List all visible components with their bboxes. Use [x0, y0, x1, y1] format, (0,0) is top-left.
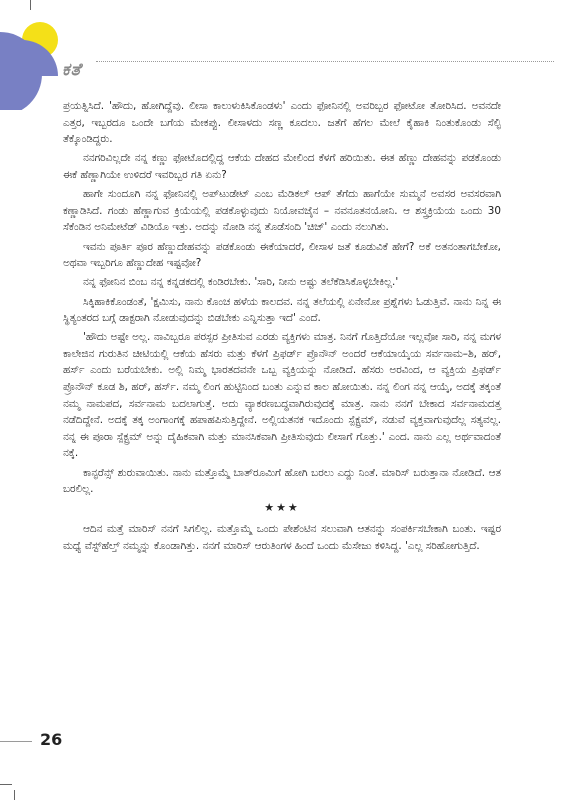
article-body	[63, 98, 501, 557]
page-number: 26	[40, 730, 63, 749]
crop-mark-top	[30, 0, 31, 10]
paragraph: ಪ್ರಯತ್ನಿಸಿದೆ. 'ಹೌದು, ಹೋಗಿದ್ದೆವು. ಲೀಸಾ ಕಾಲುಳುಕಿಸಿಕೊಂಡಳು' ಎಂದು ಫೋನಿನಲ್ಲಿ ಅವರಿಬ್ಬರ ಫೋಟೋ ತೋರಿಸಿದ. ಅವನದೇ ಎತ್ತರ, ಇಬ್ಬರದೂ ಒಂದೇ ಬಗೆಯ ಮೇಕಪ್ಪು. ಲೀಸಾಳದು ಸಣ್ಣ ಕೂದಲು. ಜತೆಗೆ ಹೆಗಲ ಮೇಲೆ ಕೈಹಾಕಿ ನಿಂತುಕೊಂಡು ಸೆಲ್ಫಿ ತೆಕ್ಕೊಂಡಿದ್ದರು.	[63, 100, 501, 146]
paragraph: ನನ್ನ ಫೋನಿನ ಬಿಂಬ ನನ್ನ ಕನ್ನಡಕದಲ್ಲಿ ಕಂಡಿರಬೇಕು. 'ಸಾರಿ, ನೀನು ಅಷ್ಟು ತಲೆಕೆಡಿಸಿಕೊಳ್ಳಬೇಕಿಲ್ಲ.'	[83, 276, 399, 289]
section-divider: ★★★	[264, 501, 300, 515]
crop-mark-bottom	[14, 790, 15, 800]
section-label: ಕತೆ	[62, 60, 82, 80]
paragraph: ಕಾನ್ಫರೆನ್ಸ್ ಶುರುವಾಯಿತು. ನಾನು ಮತ್ತೊಮ್ಮೆ ಬಾತ್‌ರೂಮಿಗೆ ಹೋಗಿ ಬರಲು ಎದ್ದು ನಿಂತೆ. ಮಾರಿಸ್ ಬರುತ್ತಾನಾ ನೋಡಿದೆ. ಆತ ಬರಲಿಲ್ಲ.	[63, 466, 501, 496]
paragraph: ಸಿಕ್ಕಿಹಾಕಿಕೊಂಡಂತೆ, 'ಕ್ಷಮಿಸು, ನಾನು ಕೊಂಚ ಹಳೆಯ ಕಾಲದವ. ನನ್ನ ತಲೆಯಲ್ಲಿ ಏನೇನೋ ಪ್ರಶ್ನೆಗಳು ಓಡುತ್ತಿವೆ. ನಾನು ನಿನ್ನ ಈ ಸ್ಥಿತ್ಯಂತರದ ಬಗ್ಗೆ ಡಾಕ್ಟರಾಗಿ ನೋಡುವುದನ್ನು ಬಿಡಬೇಕು ಎನ್ನಿಸುತ್ತಾ ಇದೆ' ಎಂದೆ.	[63, 295, 501, 325]
paragraph: ಇವನು ಪೂರ್ತಿ ಪೂರ ಹೆಣ್ಣುದೇಹವನ್ನು ಪಡಕೊಂಡು ಈಕೆಯಾದರೆ, ಲೀಸಾಳ ಜತೆ ಕೂಡುವಿಕೆ ಹೇಗೆ? ಅಕೆ ಅತನಂತಾಗಬೇಕೋ, ಅಥವಾ ಇಬ್ಬರಿಗೂ ಹೆಣ್ಣುದೇಹ ಇಷ್ಟವೋ?	[63, 240, 501, 270]
paragraph: ಹಾಗೇ ಸುಂದೂಗಿ ನನ್ನ ಫೋನಿನಲ್ಲಿ ಅಪ್‌ಟುಡೇಟ್ ಎಂಬ ಮೆಡಿಕಲ್ ಆಪ್ ತೆಗೆದು ಹಾಗೆಯೇ ಸುಮ್ಮನೆ ಅವಸರ ಅವಸರವಾಗಿ ಕಣ್ಣಾಡಿಸಿದೆ. ಗಂಡು ಹೆಣ್ಣಾಗುವ ಕ್ರಿಯೆಯಲ್ಲಿ ಪಡಕೊಳ್ಳುವುದು ನಿಯೋವಜೈನ – ನವನೂತನಯೋನಿ. ಆ ಶಸ್ತ್ರಕ್ರಿಯೆಯ ಒಂದು 30 ಸೆಕೆಂಡಿನ ಅನಿಮೇಟೆಡ್ ವಿಡಿಯೊ ಇತ್ತು. ಅದನ್ನು ನೋಡಿ ನನ್ನ ತೊಡೆಸಂದಿ 'ಚಿಜ್' ಎಂದು ನಲುಗಿತು.	[63, 188, 501, 234]
paragraph: ನನಗರಿವಿಲ್ಲದೇ ನನ್ನ ಕಣ್ಣು ಫೋಟೊದಲ್ಲಿದ್ದ ಆಕೆಯ ದೇಹದ ಮೇಲಿಂದ ಕೆಳಗೆ ಹರಿಯಿತು. ಈತ ಹೆಣ್ಣು ದೇಹವನ್ನು ಪಡಕೊಂಡು ಈಕೆ ಹೆಣ್ಣಾಗಿಯೇ ಉಳಿದರೆ ಇವರಿಬ್ಬರ ಗತಿ ಏನು?	[63, 152, 501, 181]
page-number-rule	[0, 741, 32, 742]
paragraph: ಆದಿನ ಮತ್ತೆ ಮಾರಿಸ್ ನನಗೆ ಸಿಗಲಿಲ್ಲ. ಮತ್ತೊಮ್ಮೆ ಒಂದು ಪೇಶೆಂಟಿನ ಸಲುವಾಗಿ ಆತನನ್ನು ಸಂಪರ್ಕಿಸಬೇಕಾಗಿ ಬಂತು. ಇಷ್ಟರ ಮಧ್ಯೆ ವೆಸ್ಟ್‌ಹೆಲ್ತ್ ನಮ್ಮನ್ನು ಕೊಂಡಾಗಿತ್ತು. ನನಗೆ ಮಾರಿಸ್ ಆರುತಿಂಗಳ ಹಿಂದೆ ಒಂದು ಮೆಸೇಜು ಕಳಿಸಿದ್ದ. 'ಎಲ್ಲ ಸರಿಹೋಗುತ್ತಿದೆ.	[63, 523, 501, 552]
corner-decoration	[0, 0, 70, 110]
paragraph: 'ಹೌದು ಅಷ್ಟೇ ಅಲ್ಲ. ನಾವಿಬ್ಬರೂ ಪರಸ್ಪರ ಪ್ರೀತಿಸುವ ಎರಡು ವ್ಯಕ್ತಿಗಳು ಮಾತ್ರ. ನಿನಗೆ ಗೊತ್ತಿದೆಯೋ ಇಲ್ಲವೋ ಸಾರಿ, ನನ್ನ ಮಗಳ ಕಾಲೇಜಿನ ಗುರುತಿನ ಚೀಟಿಯಲ್ಲಿ ಆಕೆಯ ಹೆಸರು ಮತ್ತು ಕೆಳಗೆ ಪ್ರಿಫರ್ಡ್ ಪ್ರೊನೌನ್ ಅಂದರೆ ಆಕೆಯಾಯ್ಕೆಯ ಸರ್ವನಾಮ–ಶಿ, ಹರ್, ಹರ್ಸ್ ಎಂದು ಬರೆಯಬೇಕು. ಅಲ್ಲಿ ನಿಮ್ಮ ಭಾರತದವನೇ ಒಬ್ಬ ವ್ಯಕ್ತಿಯನ್ನು ನೋಡಿದೆ. ಹೆಸರು ಅರವಿಂದ, ಆ ವ್ಯಕ್ತಿಯ ಪ್ರಿಫರ್ಡ್ ಪ್ರೊನೌನ್ ಕೂಡ ಶಿ, ಹರ್, ಹರ್ಸ್. ನಮ್ಮ ಲಿಂಗ ಹುಟ್ಟಿನಿಂದ ಬಂತು ಎನ್ನುವ ಕಾಲ ಹೋಯಿತು. ನನ್ನ ಲಿಂಗ ನನ್ನ ಆಯ್ಕೆ, ಅದಕ್ಕೆ ತಕ್ಕಂತೆ ನಮ್ಮ ನಾಮಪದ, ಸರ್ವನಾಮ ಬದಲಾಗುತ್ತೆ. ಅದು ವ್ಯಾಕರಣಬದ್ಧವಾಗಿರುವುದಕ್ಕೆ ಮಾತ್ರ. ನಾನು ನನಗೆ ಬೇಕಾದ ಸರ್ವನಾಮದತ್ತ ನಡೆದಿದ್ದೇನೆ. ಅದಕ್ಕೆ ತಕ್ಕ ಅಂಗಾಂಗಕ್ಕೆ ಹಪಾಹಪಿಸುತ್ತಿದ್ದೇನೆ. ಅಲ್ಲಿಯತನಕ ಇದೊಂದು ಸ್ಪೆಕ್ಟ್ರಮ್, ನಡುವೆ ವ್ಯಕ್ತವಾಗುವುದೆಲ್ಲ ಸತ್ಯವಲ್ಲ. ನನ್ನ ಈ ಪೂರಾ ಸ್ಪೆಕ್ಟ್ರಮ್ ಅನ್ನು ದೈಹಿಕವಾಗಿ ಮತ್ತು ಮಾನಸಿಕವಾಗಿ ಪ್ರೀತಿಸುವುದು ಲೀಸಾಗೆ ಗೊತ್ತು.' ಎಂದ. ನಾನು ಎಲ್ಲ ಅರ್ಥವಾದಂತೆ ನಕ್ಕೆ.	[63, 331, 501, 460]
header-rule	[96, 61, 554, 62]
crop-mark-bottom-h	[0, 784, 12, 785]
